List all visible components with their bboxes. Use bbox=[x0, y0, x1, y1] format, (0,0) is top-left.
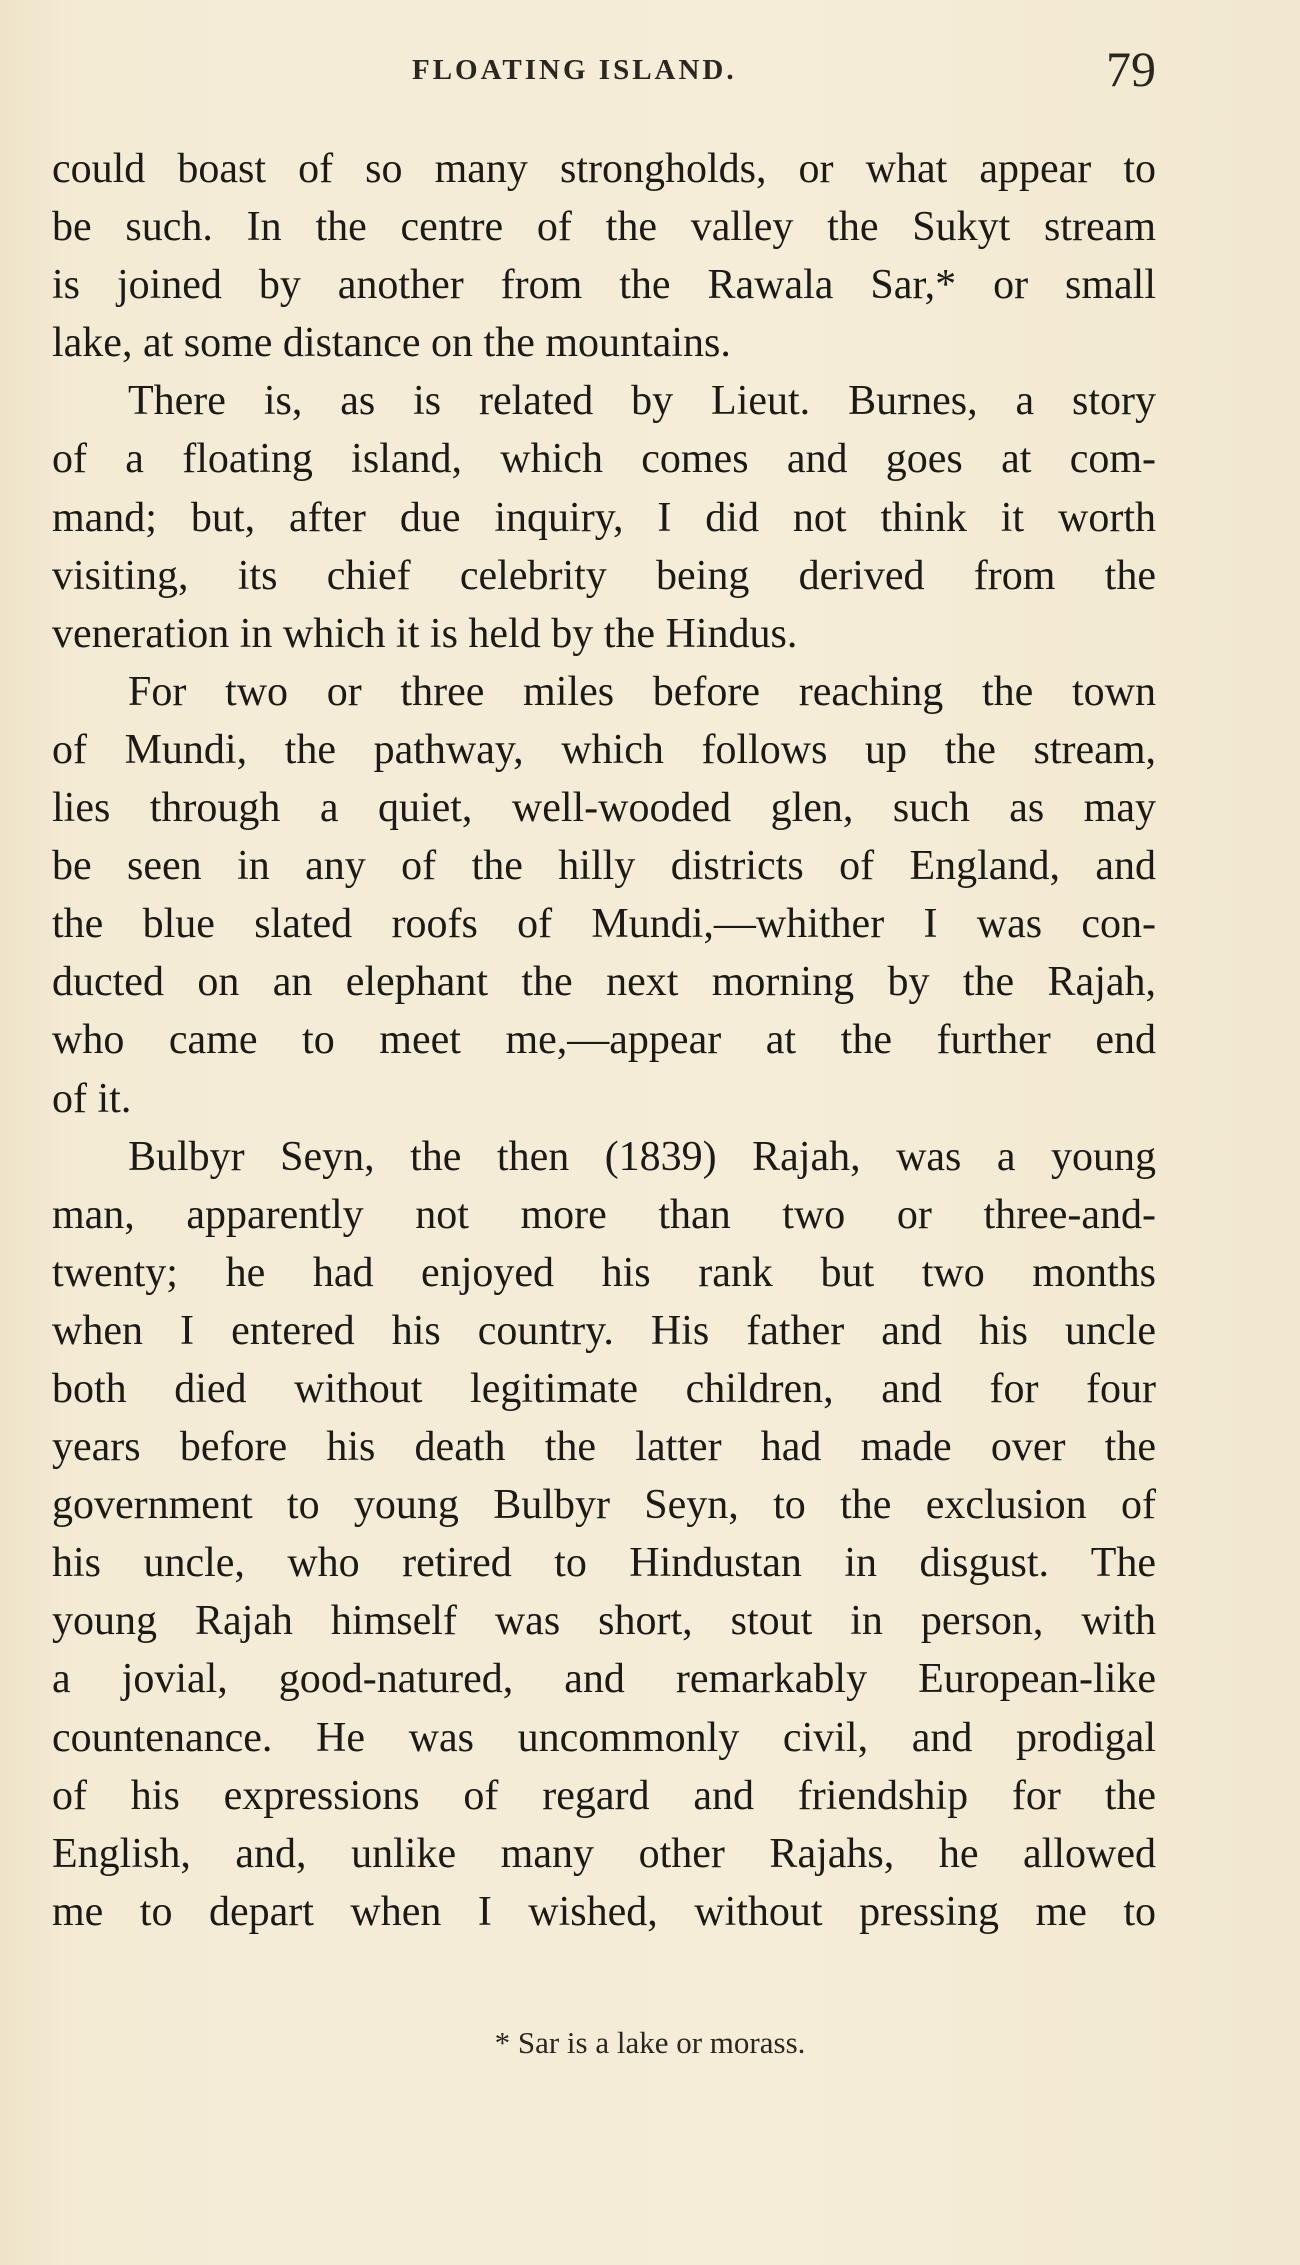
text-line: There is, as is related by Lieut. Burnes, a story bbox=[128, 378, 1156, 425]
text-line: when I entered his country. His father and his uncle bbox=[52, 1307, 1156, 1354]
text-line: man, apparently not more than two or three-and- bbox=[52, 1191, 1156, 1238]
text-line: government to young Bulbyr Seyn, to the exclusion of bbox=[52, 1482, 1156, 1529]
text-line: lies through a quiet, well-wooded glen, such as may bbox=[52, 785, 1156, 832]
text-line: be such. In the centre of the valley the Sukyt stream bbox=[52, 204, 1156, 251]
text-line: English, and, unlike many other Rajahs, he allowed bbox=[52, 1830, 1156, 1877]
text-line: years before his death the latter had made over the bbox=[52, 1424, 1156, 1471]
text-line: For two or three miles before reaching the town bbox=[128, 668, 1156, 715]
text-line: ducted on an elephant the next morning by the Rajah, bbox=[52, 959, 1156, 1006]
text-line: is joined by another from the Rawala Sar,* or small bbox=[52, 262, 1156, 309]
text-line: of his expressions of regard and friendship for the bbox=[52, 1772, 1156, 1819]
footnote: * Sar is a lake or morass. bbox=[494, 2025, 806, 2060]
running-head bbox=[52, 40, 1156, 110]
text-line: young Rajah himself was short, stout in person, with bbox=[52, 1598, 1156, 1645]
text-line: be seen in any of the hilly districts of England, and bbox=[52, 843, 1156, 890]
text-line: visiting, its chief celebrity being derived from the bbox=[52, 552, 1156, 599]
text-line: the blue slated roofs of Mundi,—whither I was con- bbox=[52, 901, 1156, 948]
page-number: 79 bbox=[1106, 41, 1156, 97]
text-line: of it. bbox=[52, 1075, 132, 1122]
text-line: me to depart when I wished, without pressing me to bbox=[52, 1888, 1156, 1935]
text-line: who came to meet me,—appear at the further end bbox=[52, 1017, 1156, 1064]
text-line: his uncle, who retired to Hindustan in disgust. The bbox=[52, 1540, 1156, 1587]
text-line: lake, at some distance on the mountains. bbox=[52, 320, 731, 367]
text-line: twenty; he had enjoyed his rank but two months bbox=[52, 1249, 1156, 1296]
text-line: countenance. He was uncommonly civil, and prodigal bbox=[52, 1714, 1156, 1761]
text-line: Bulbyr Seyn, the then (1839) Rajah, was a young bbox=[128, 1133, 1156, 1180]
text-line: veneration in which it is held by the Hindus. bbox=[52, 610, 798, 657]
text-line: both died without legitimate children, and for four bbox=[52, 1365, 1156, 1412]
text-line: could boast of so many strongholds, or what appear to bbox=[52, 146, 1156, 192]
text-line: of a floating island, which comes and goes at com- bbox=[52, 436, 1156, 483]
text-line: of Mundi, the pathway, which follows up the stream, bbox=[52, 726, 1156, 773]
running-title: FLOATING ISLAND. bbox=[412, 54, 737, 86]
text-line: mand; but, after due inquiry, I did not think it worth bbox=[52, 494, 1156, 541]
body-text bbox=[52, 140, 1156, 1941]
text-line: a jovial, good-natured, and remarkably European-like bbox=[52, 1656, 1156, 1703]
